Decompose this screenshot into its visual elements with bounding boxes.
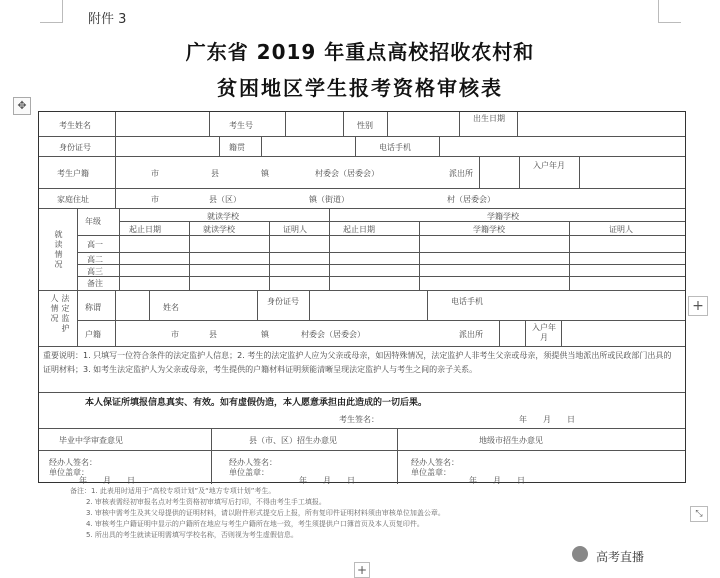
label-phone: 电话手机 — [379, 143, 411, 152]
label-village-committee: 村委会（居委会） — [315, 169, 379, 178]
label-county: 县 — [209, 330, 217, 339]
application-form-table — [38, 111, 686, 483]
label-unit-seal: 单位盖章： — [49, 468, 89, 477]
label-village-residents: 村（居委会） — [447, 195, 495, 204]
note-line: 2. 审核表需经初审报名点对考生资格初审填写后打印，不得由考生手工填报。 — [86, 498, 326, 506]
grade-row-label: 高二 — [87, 255, 103, 264]
label-town-street: 镇（街道） — [309, 195, 349, 204]
label-unit-seal: 单位盖章： — [411, 468, 451, 477]
notes-block — [70, 486, 670, 541]
col-witness: 证明人 — [283, 225, 307, 234]
label-id-number: 身份证号 — [59, 143, 91, 152]
grade-row-label: 高一 — [87, 240, 103, 249]
label-town: 镇 — [261, 169, 269, 178]
important-note: 重要说明：1. 只填写一位符合条件的法定监护人信息；2. 考生的法定监护人应为父亲或母亲，如因特殊情况，法定监护人非考生父亲或母亲，须提供当地派出所或民政部门出具的证明材料；3. 如考生法定监护人为父亲或母亲，考生提供的户籍材料证明须能清晰呈现法定监护人与考生之间的亲子关系。 — [43, 351, 672, 374]
pledge-statement: 本人保证所填报信息真实、有效。如有虚假伪造，本人愿意承担由此造成的一切后果。 — [85, 398, 428, 408]
form-title-line2: 贫困地区学生报考资格审核表 — [217, 76, 503, 100]
wechat-logo-icon — [572, 546, 588, 562]
label-police-station: 派出所 — [459, 330, 483, 339]
label-county-review: 县（市、区）招生办意见 — [249, 436, 337, 445]
note-line: 备注：1. 此表用时适用于“高校专项计划”及“地方专项计划”考生。 — [70, 487, 276, 495]
label-grade: 年级 — [85, 217, 101, 226]
label-village-committee: 村委会（居委会） — [301, 330, 365, 339]
page-corner-mark — [658, 0, 681, 23]
add-column-icon[interactable]: + — [688, 296, 708, 316]
label-gender: 性别 — [357, 121, 373, 130]
label-guardian-phone: 电话手机 — [451, 297, 483, 306]
add-row-icon[interactable]: + — [354, 562, 370, 578]
attachment-label: 附件 3 — [88, 12, 127, 27]
grade-row-label: 备注 — [87, 279, 103, 288]
label-town: 镇 — [261, 330, 269, 339]
label-home-address: 家庭住址 — [57, 195, 89, 204]
label-city: 市 — [171, 330, 179, 339]
note-line: 3. 审核中需考生及其父母提供的证明材料，请以附件形式提交后上报，所有复印件证明材料须由审核单位加盖公章。 — [86, 509, 445, 517]
label-school-group: 就读学校 — [207, 212, 239, 221]
label-handler-signature: 经办人签名： — [229, 458, 277, 467]
label-guardian-name: 姓名 — [163, 303, 179, 312]
label-handler-signature: 经办人签名： — [49, 458, 97, 467]
label-study-section: 就读情况 — [54, 230, 63, 270]
label-county: 县 — [211, 169, 219, 178]
label-city: 市 — [151, 195, 159, 204]
label-guardian-id: 身份证号 — [267, 297, 299, 306]
label-guardian-hukou: 户籍 — [85, 330, 101, 339]
label-handler-signature: 经办人签名： — [411, 458, 459, 467]
form-title-line1: 广东省 2019 年重点高校招收农村和 — [185, 40, 535, 64]
label-entry-date: 入户年月 — [533, 161, 565, 170]
label-guardian-section: 法定监护人情况 — [50, 294, 70, 334]
label-birth-date: 出生日期 — [473, 114, 505, 123]
col-dates: 起止日期 — [343, 225, 375, 234]
label-student-hukou: 考生户籍 — [57, 169, 89, 178]
page-corner-mark — [40, 0, 63, 23]
label-signature-date: 年 月 日 — [519, 415, 575, 424]
label-relation: 称谓 — [85, 303, 101, 312]
col-witness: 证明人 — [609, 225, 633, 234]
label-entry-date: 入户年月 — [532, 323, 556, 342]
col-status-school: 学籍学校 — [473, 225, 505, 234]
label-city-review: 地级市招生办意见 — [479, 436, 543, 445]
resize-handle-icon[interactable]: ⤡ — [690, 506, 708, 522]
label-status-school-group: 学籍学校 — [487, 212, 519, 221]
grade-row-label: 高三 — [87, 267, 103, 276]
label-exam-number: 考生号 — [229, 121, 253, 130]
label-police-station: 派出所 — [449, 169, 473, 178]
label-student-signature: 考生签名： — [339, 415, 379, 424]
table-move-handle-icon[interactable]: ✥ — [13, 97, 31, 115]
col-school: 就读学校 — [203, 225, 235, 234]
label-city: 市 — [151, 169, 159, 178]
label-county-district: 县（区） — [209, 195, 241, 204]
label-student-name: 考生姓名 — [59, 121, 91, 130]
label-school-review: 毕业中学审查意见 — [59, 436, 123, 445]
label-review-date: 年 月 日 — [469, 476, 525, 485]
watermark: 高考直播 — [596, 550, 645, 564]
col-dates: 起止日期 — [129, 225, 161, 234]
label-native-place: 籍贯 — [229, 143, 245, 152]
label-unit-seal: 单位盖章： — [229, 468, 269, 477]
note-line: 5. 所出具的考生就读证明需填写学校名称，否则视为考生虚假信息。 — [86, 531, 298, 539]
label-review-date: 年 月 日 — [79, 476, 135, 485]
note-line: 4. 审核考生户籍证明中显示的户籍所在地应与考生户籍所在地一致，考生须提供户口簿首页及本人页复印件。 — [86, 520, 424, 528]
label-review-date: 年 月 日 — [299, 476, 355, 485]
